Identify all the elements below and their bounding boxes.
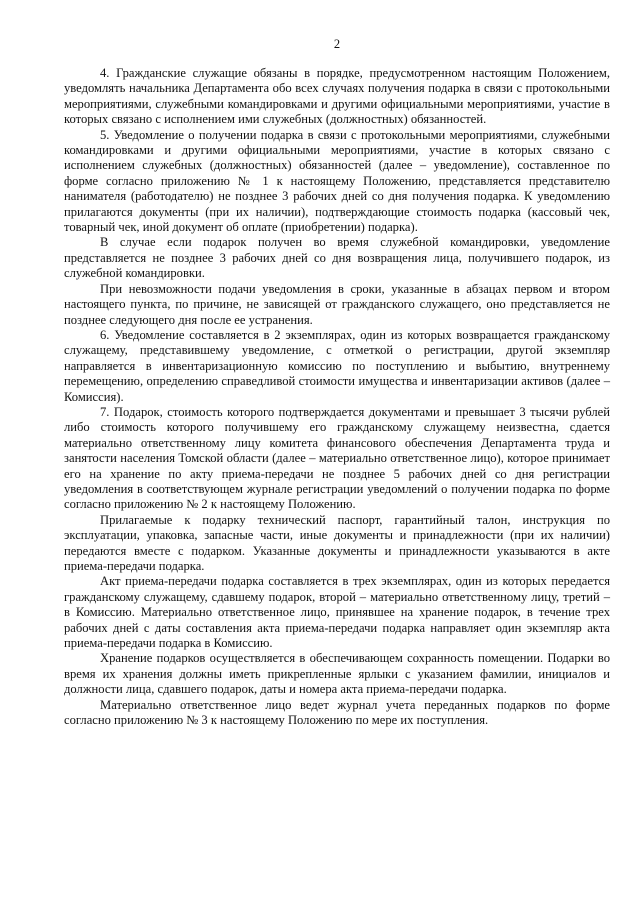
document-body xyxy=(64,66,610,728)
paragraph-item-5-deadline: При невозможности подачи уведомления в сроки, указанные в абзацах первом и втором настоящего пункта, по причине, не зависящей от гражданского служащего, оно представляется не позднее следующего дня после ее устранения. xyxy=(64,281,610,327)
paragraph-item-7-storage: Хранение подарков осуществляется в обеспечивающем сохранность помещении. Подарки во время их хранения должны иметь прикрепленные ярлыки с указанием фамилии, инициалов и должности лица, сдавшего подарок, даты и номера акта приема-передачи подарка. xyxy=(64,651,610,697)
paragraph-item-7: 7. Подарок, стоимость которого подтверждается документами и превышает 3 тысячи рублей либо стоимость которого получившему его гражданскому служащему неизвестна, сдается материально ответственному лицу комитета финансового обеспечения Департамента труда и занятости населения Томской области (далее – материально ответственное лицо), которое принимает его на хранение по акту приема-передачи не позднее 5 рабочих дней со дня регистрации уведомления в соответствующем журнале регистрации уведомлений о получении подарка по форме согласно приложению № 2 к настоящему Положению. xyxy=(64,404,610,512)
paragraph-item-5-trip: В случае если подарок получен во время служебной командировки, уведомление представляется не позднее 3 рабочих дней со дня возвращения лица, получившего подарок, из служебной командировки. xyxy=(64,235,610,281)
paragraph-item-7-act: Акт приема-передачи подарка составляется в трех экземплярах, один из которых передается гражданскому служащему, сдавшему подарок, второй – материально ответственному лицу, третий – в Комиссию. Материально ответственное лицо, принявшее на хранение подарок, в течение трех рабочих дней с даты составления акта приема-передачи подарка направляет один экземпляр акта приема-передачи подарка в Комиссию. xyxy=(64,574,610,651)
paragraph-item-6: 6. Уведомление составляется в 2 экземплярах, один из которых возвращается гражданскому служащему, представившему уведомление, с отметкой о регистрации, другой экземпляр направляется в инвентаризационную комиссию по поступлению и выбытию, внутреннему перемещению, определению справедливой стоимости имущества и инвентаризации активов (далее – Комиссия). xyxy=(64,327,610,404)
page-number: 2 xyxy=(333,37,341,51)
paragraph-item-7-attachments: Прилагаемые к подарку технический паспорт, гарантийный талон, инструкция по эксплуатации, упаковка, запасные части, иные документы и принадлежности (при их наличии) передаются вместе с подарком. Указанные документы и принадлежности указываются в акте приема-передачи подарка. xyxy=(64,512,610,573)
paragraph-item-7-journal: Материально ответственное лицо ведет журнал учета переданных подарков по форме согласно приложению № 3 к настоящему Положению по мере их поступления. xyxy=(64,697,610,728)
paragraph-item-4: 4. Гражданские служащие обязаны в порядке, предусмотренном настоящим Положением, уведомлять начальника Департамента обо всех случаях получения подарка в связи с протокольными мероприятиями, служебными командировками и другими официальными мероприятиями, участие в которых связано с исполнением ими служебных (должностных) обязанностей. xyxy=(64,66,610,127)
paragraph-item-5: 5. Уведомление о получении подарка в связи с протокольными мероприятиями, служебными командировками и другими официальными мероприятиями, участие в которых связано с исполнением служебных (должностных) обязанностей (далее – уведомление), составленное по форме согласно приложению № 1 к настоящему Положению, представляется представителю нанимателя (работодателю) не позднее 3 рабочих дней со дня получения подарка. К уведомлению прилагаются документы (при их наличии), подтверждающие стоимость подарка (кассовый чек, товарный чек, иной документ об оплате (приобретении) подарка). xyxy=(64,127,610,235)
